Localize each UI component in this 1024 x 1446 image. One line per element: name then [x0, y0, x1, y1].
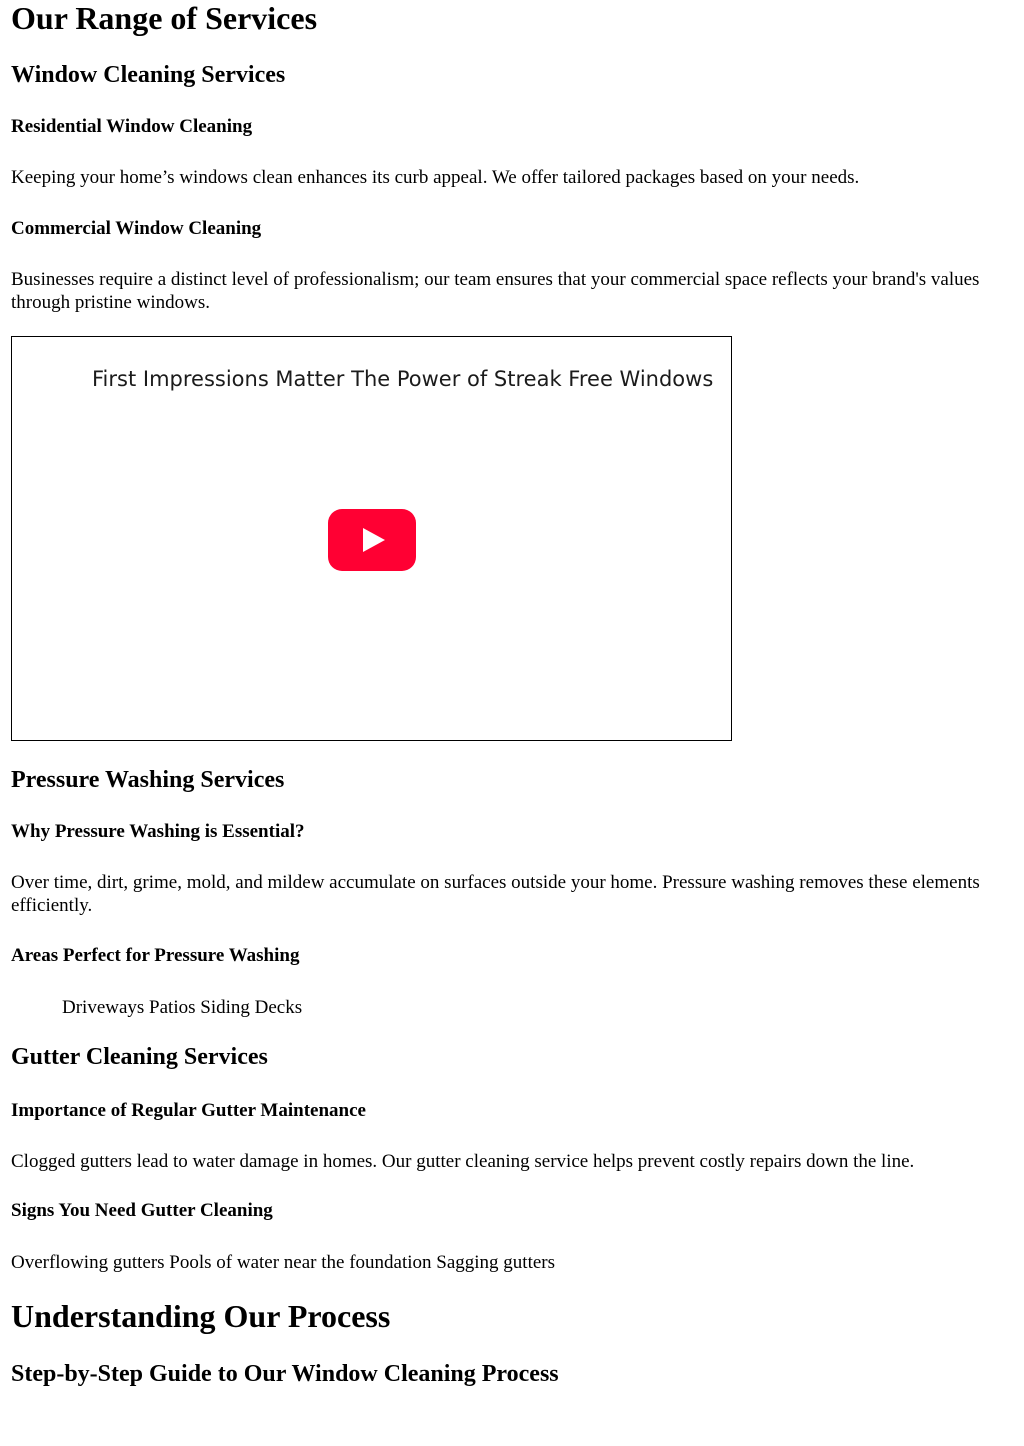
- youtube-play-icon[interactable]: [328, 509, 416, 571]
- why-pressure-text: Over time, dirt, grime, mold, and mildew accumulate on surfaces outside your home. Pressure washing removes these elements efficiently.: [11, 872, 980, 916]
- areas-list: Driveways Patios Siding Decks: [62, 997, 303, 1018]
- commercial-heading: Commercial Window Cleaning: [11, 218, 262, 239]
- process-title: Understanding Our Process: [11, 1298, 391, 1334]
- video-title[interactable]: First Impressions Matter The Power of Streak Free Windows: [92, 367, 714, 391]
- gutter-importance-text: Clogged gutters lead to water damage in homes. Our gutter cleaning service helps prevent costly repairs down the line.: [11, 1151, 915, 1172]
- gutter-signs-heading: Signs You Need Gutter Cleaning: [11, 1200, 273, 1221]
- video-embed[interactable]: [11, 336, 732, 741]
- window-cleaning-heading: Window Cleaning Services: [11, 62, 286, 88]
- process-guide-heading: Step-by-Step Guide to Our Window Cleaning Process: [11, 1361, 559, 1387]
- residential-heading: Residential Window Cleaning: [11, 116, 253, 137]
- gutter-cleaning-heading: Gutter Cleaning Services: [11, 1044, 268, 1070]
- commercial-text: Businesses require a distinct level of professionalism; our team ensures that your commercial space reflects your brand's values through pristine windows.: [11, 269, 980, 313]
- gutter-signs-text: Overflowing gutters Pools of water near the foundation Sagging gutters: [11, 1252, 556, 1273]
- services-title: Our Range of Services: [11, 0, 318, 36]
- pressure-washing-heading: Pressure Washing Services: [11, 767, 285, 793]
- areas-heading: Areas Perfect for Pressure Washing: [11, 945, 300, 966]
- gutter-importance-heading: Importance of Regular Gutter Maintenance: [11, 1100, 366, 1121]
- why-pressure-heading: Why Pressure Washing is Essential?: [11, 821, 305, 842]
- residential-text: Keeping your home’s windows clean enhances its curb appeal. We offer tailored packages based on your needs.: [11, 167, 860, 188]
